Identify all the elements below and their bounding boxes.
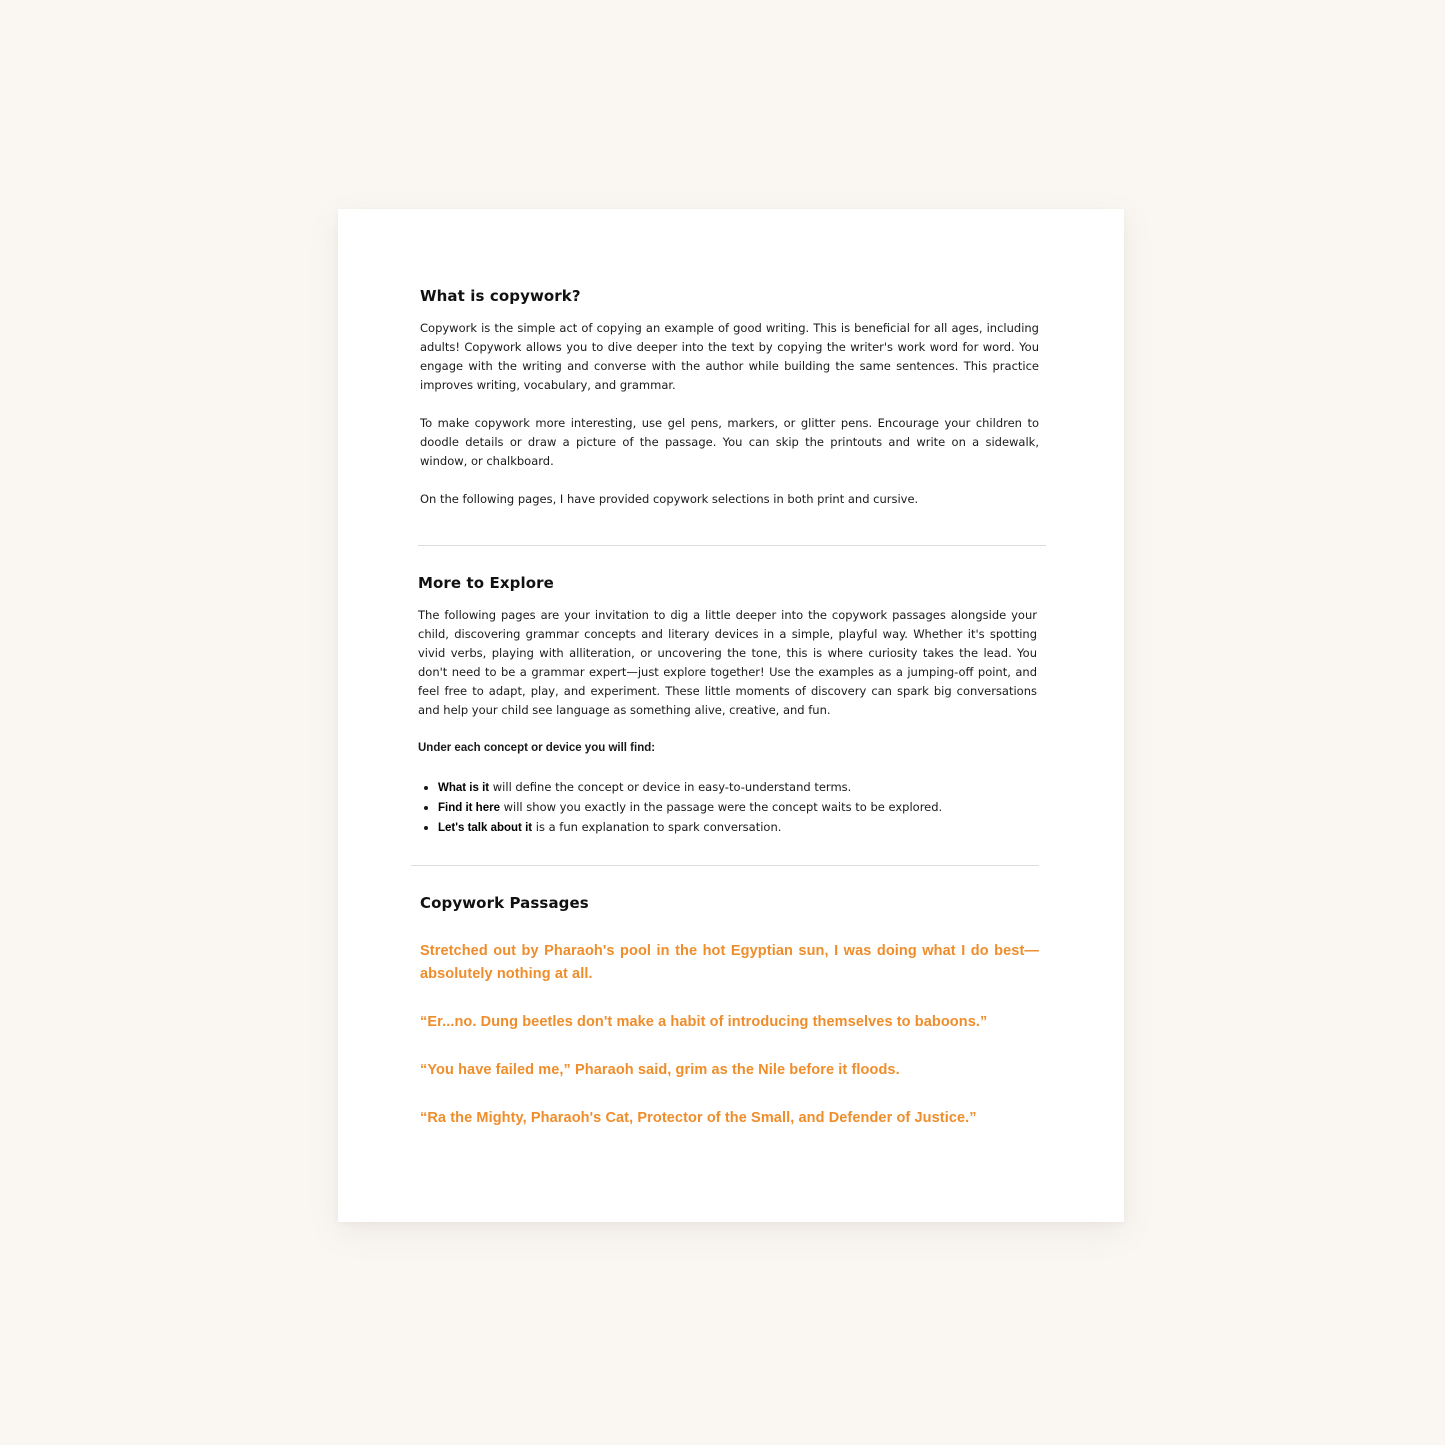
section-what-is-copywork <box>420 287 1039 528</box>
passage: “You have failed me,” Pharaoh said, grim as the Nile before it floods. <box>420 1062 900 1078</box>
section-more-to-explore <box>418 574 1037 838</box>
document-page <box>338 209 1124 1222</box>
list-item-text: will show you exactly in the passage were the concept waits to be explored. <box>499 800 943 814</box>
paragraph: On the following pages, I have provided copywork selections in both print and cursive. <box>420 492 919 506</box>
passage: Stretched out by Pharaoh's pool in the hot Egyptian sun, I was doing what I do best—absolutely nothing at all. <box>420 943 1039 982</box>
divider <box>418 545 1046 546</box>
list-item-label: Find it here <box>438 802 500 814</box>
divider <box>411 865 1039 866</box>
list-item-label: What is it <box>438 782 490 794</box>
paragraph: The following pages are your invitation to dig a little deeper into the copywork passages alongside your child, discovering grammar concepts and literary devices in a simple, playful way. Whether it's spotting vivid verbs, playing with alliteration, or uncovering the tone, this is where curiosity takes the lead. You don't need to be a grammar expert—just explore together! Use the examples as a jumping-off point, and feel free to adapt, play, and experiment. These little moments of discovery can spark big conversations and help your child see language as something alive, creative, and fun. <box>418 608 1037 717</box>
concept-list <box>418 778 1037 838</box>
section-heading: More to Explore <box>418 574 554 592</box>
section-heading: Copywork Passages <box>420 894 589 912</box>
paragraph: To make copywork more interesting, use gel pens, markers, or glitter pens. Encourage your children to doodle details or draw a picture of the passage. You can skip the printouts and write on a sidewalk, window, or chalkboard. <box>420 416 1039 468</box>
paragraph: Copywork is the simple act of copying an example of good writing. This is beneficial for all ages, including adults! Copywork allows you to dive deeper into the text by copying the writer's work word for word. You engage with the writing and converse with the author while building the same sentences. This practice improves writing, vocabulary, and grammar. <box>420 321 1039 392</box>
section-copywork-passages <box>420 894 1039 1155</box>
list-item-text: will define the concept or device in easy-to-understand terms. <box>489 780 852 794</box>
section-heading: What is copywork? <box>420 287 581 305</box>
passage: “Er...no. Dung beetles don't make a habit of introducing themselves to baboons.” <box>420 1014 988 1030</box>
passage: “Ra the Mighty, Pharaoh's Cat, Protector of the Small, and Defender of Justice.” <box>420 1110 977 1126</box>
list-item-label: Let's talk about it <box>438 822 533 834</box>
list-item <box>438 818 1037 838</box>
list-item <box>438 798 1037 818</box>
list-item-text: is a fun explanation to spark conversation. <box>532 820 782 834</box>
list-item <box>438 778 1037 798</box>
list-intro: Under each concept or device you will find: <box>418 742 656 754</box>
